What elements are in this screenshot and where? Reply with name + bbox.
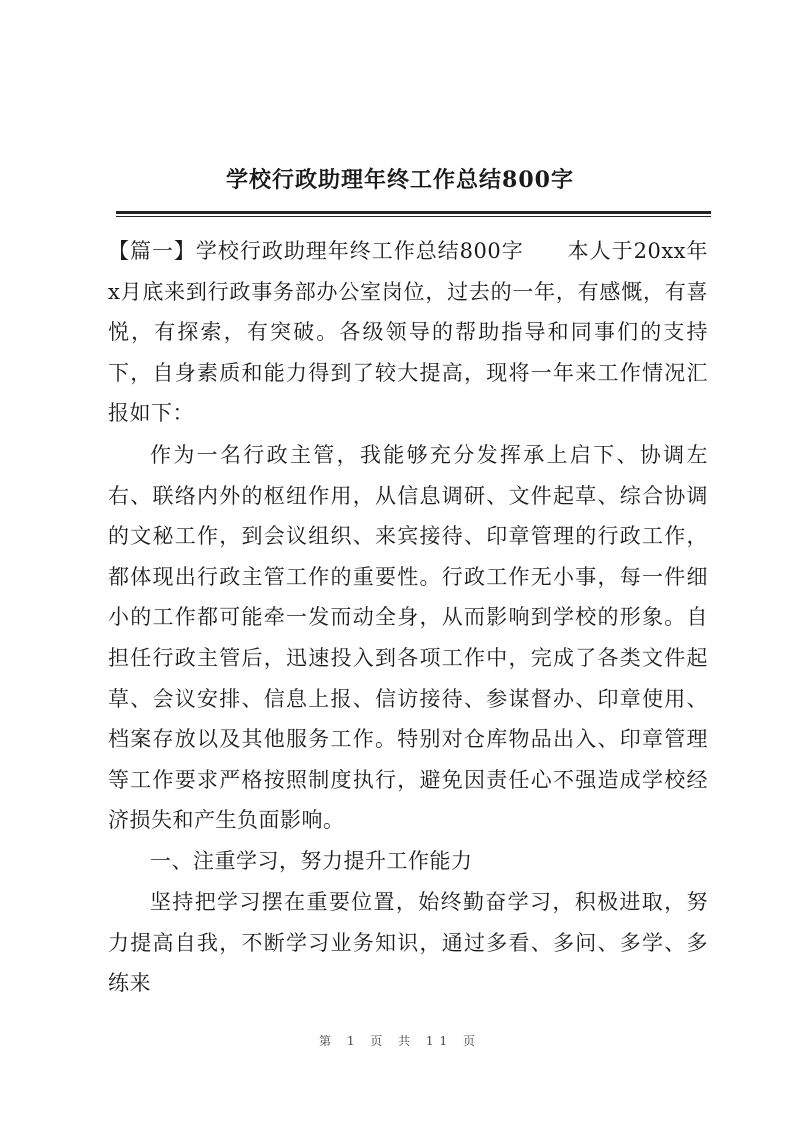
paragraph-role [108,435,708,841]
title-divider-thin [116,216,711,217]
section-heading [108,841,708,882]
section-heading-text: 一、注重学习，努力提升工作能力 [150,849,473,873]
paragraph-text: 【篇一】学校行政助理年终工作总结800字 本人于20xx年x月底来到行政事务部办公室岗位，过去的一年，有感慨，有喜悦，有探索，有突破。各级领导的帮助指导和同事们的支持下，自身素质和能力得到了较大提高，现将一年来工作情况汇报如下： [108,239,708,426]
paragraph-intro [108,231,708,434]
document-title: 学校行政助理年终工作总结800字 [226,167,574,193]
paragraph-text: 坚持把学习摆在重要位置，始终勤奋学习，积极进取，努力提高自我，不断学习业务知识，通过多看、多问、多学、多练来 [108,890,708,996]
title-divider-thick [116,211,711,214]
paragraph-text: 作为一名行政主管，我能够充分发挥承上启下、协调左右、联络内外的枢纽作用，从信息调研、文件起草、综合协调的文秘工作，到会议组织、来宾接待、印章管理的行政工作，都体现出行政主管工作的重要性。行政工作无小事，每一件细小的工作都可能牵一发而动全身，从而影响到学校的形象。自担任行政主管后，迅速投入到各项工作中，完成了各类文件起草、会议安排、信息上报、信访接待、参谋督办、印章使用、档案存放以及其他服务工作。特别对仓库物品出入、印章管理等工作要求严格按照制度执行，避免因责任心不强造成学校经济损失和产生负面影响。 [108,443,708,833]
page-footer: 第 1 页 共 11 页 [319,1034,481,1048]
paragraph-study [108,882,708,1004]
